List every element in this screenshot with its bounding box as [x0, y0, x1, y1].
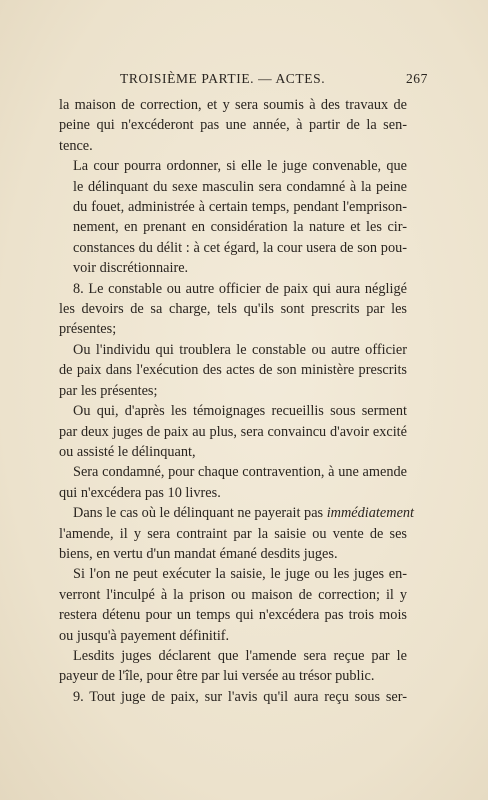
text-line: qui n'excédera pas 10 livres. [59, 484, 221, 501]
text-line: voir discrétionnaire. [73, 260, 189, 277]
text-line: de paix dans l'exécution des actes de son ministère prescrits [59, 362, 407, 379]
text-line: nement, en prenant en considération la nature et les cir- [73, 219, 407, 236]
text-line: l'amende, il y sera contraint par la saisie ou vente de ses [59, 525, 407, 542]
text-line: peine qui n'excéderont pas une année, à partir de la sen- [59, 117, 407, 134]
text-line: Ou l'individu qui troublera le constable ou autre officier [73, 341, 407, 358]
text-line: verront l'inculpé à la prison ou maison de correction; il y [59, 586, 407, 603]
paragraph [59, 95, 407, 156]
paragraph [59, 564, 407, 646]
paragraph [59, 156, 407, 278]
text-line: par deux juges de paix au plus, sera convaincu d'avoir excité [59, 423, 407, 440]
paragraph [59, 401, 407, 462]
paragraph [59, 687, 407, 707]
text-line: par les présentes; [59, 382, 158, 399]
text-line: constances du délit : à cet égard, la cour usera de son pou- [73, 239, 407, 256]
emphasis-word: immédiatement [326, 505, 415, 522]
text-line: 8. Le constable ou autre officier de paix qui aura négligé [73, 280, 407, 297]
text-line: La cour pourra ordonner, si elle le juge convenable, que [73, 158, 407, 175]
text-line: la maison de correction, et y sera soumis à des travaux de [59, 97, 407, 113]
text-line: le délinquant du sexe masculin sera condamné à la peine [73, 178, 407, 195]
text-line [59, 503, 415, 523]
text-line: ou jusqu'à payement définitif. [59, 627, 230, 644]
running-title: TROISIÈME PARTIE. — ACTES. [120, 71, 326, 86]
paragraph [59, 279, 407, 340]
text-line: les devoirs de sa charge, tels qu'ils sont prescrits par les [59, 301, 407, 318]
paragraph [59, 462, 407, 503]
text-line: du fouet, administrée à certain temps, pendant l'emprison- [73, 199, 407, 216]
text-line: Ou qui, d'après les témoignages recueillis sous serment [73, 403, 407, 420]
text-line: Lesdits juges déclarent que l'amende sera reçue par le [73, 647, 407, 664]
paragraph [59, 646, 407, 687]
text-line: payeur de l'île, pour être par lui versée au trésor public. [59, 668, 375, 685]
page-header [58, 71, 428, 91]
text-line: Sera condamné, pour chaque contravention, à une amende [73, 464, 407, 481]
text-line: ou assisté le délinquant, [59, 443, 196, 460]
text-line: biens, en vertu d'un mandat émané desdits juges. [59, 545, 338, 562]
body-text [59, 95, 415, 707]
text-run: Dans le cas où le délinquant ne payerait pas [73, 505, 327, 522]
text-line: 9. Tout juge de paix, sur l'avis qu'il aura reçu sous ser- [73, 688, 407, 705]
paragraph [59, 503, 415, 564]
page-number: 267 [405, 71, 428, 86]
text-line: Si l'on ne peut exécuter la saisie, le juge ou les juges en- [73, 566, 407, 583]
paragraph [59, 340, 407, 401]
text-line: présentes; [59, 321, 117, 338]
text-line: tence. [59, 137, 93, 154]
text-line: restera détenu pour un temps qui n'excédera pas trois mois [59, 607, 407, 624]
